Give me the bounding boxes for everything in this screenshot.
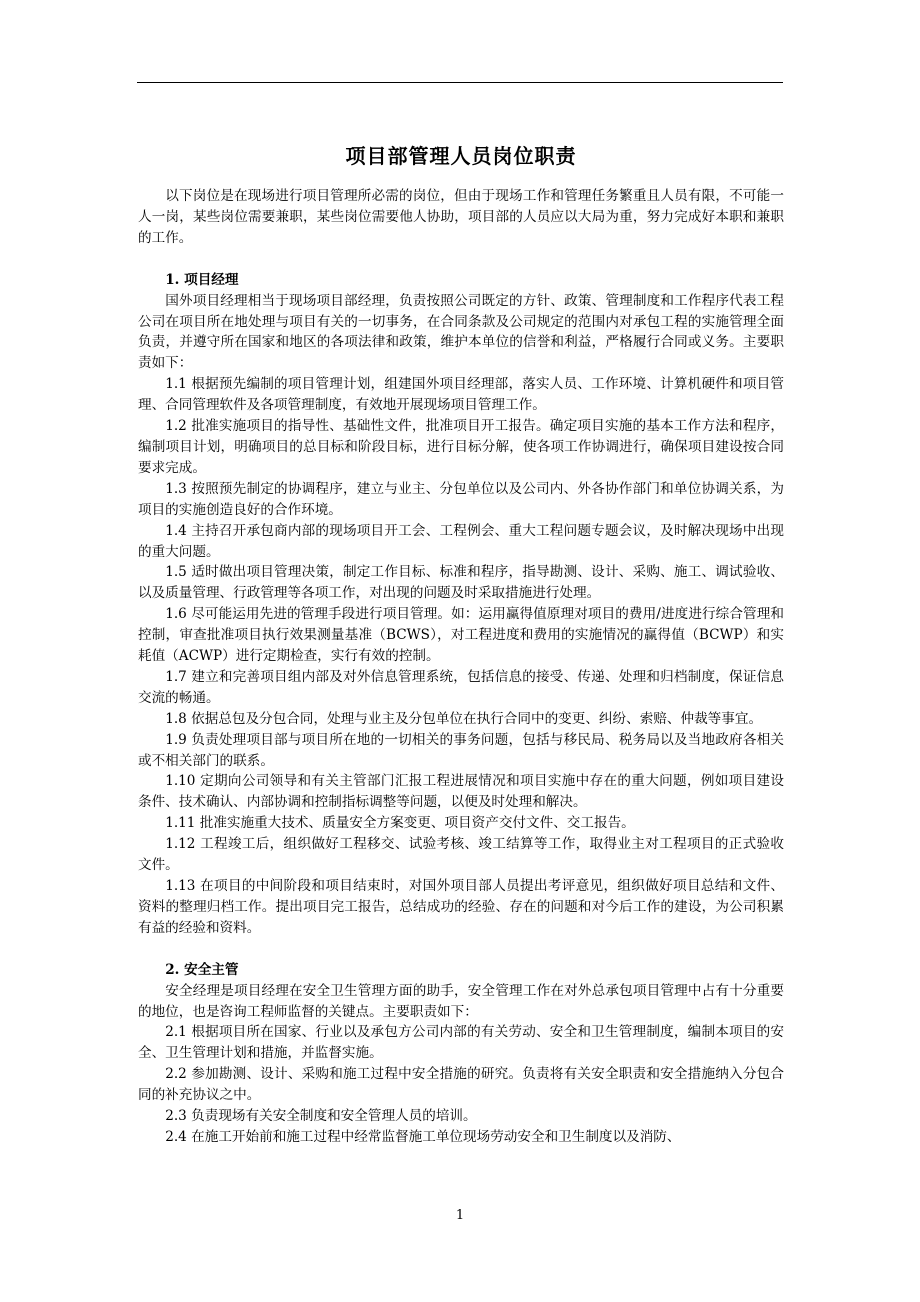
section-project-manager	[138, 270, 784, 939]
paragraph: 2.1 根据项目所在国家、行业以及承包方公司内部的有关劳动、安全和卫生管理制度，编制本项目的安全、卫生管理计划和措施，并监督实施。	[138, 1024, 784, 1062]
section-heading: 1. 项目经理	[165, 271, 239, 288]
paragraph: 1.6 尽可能运用先进的管理手段进行项目管理。如：运用赢得值原理对项目的费用/进度进行综合管理和控制，审查批准项目执行效果测量基准（BCWS），对工程进度和费用的实施情况的赢得值（BCWP）和实耗值（ACWP）进行定期检查，实行有效的控制。	[138, 606, 784, 665]
paragraph: 1.3 按照预先制定的协调程序，建立与业主、分包单位以及公司内、外各协作部门和单位协调关系，为项目的实施创造良好的合作环境。	[138, 480, 784, 518]
paragraph: 2.3 负责现场有关安全制度和安全管理人员的培训。	[165, 1108, 477, 1125]
section-heading: 2. 安全主管	[165, 961, 239, 978]
section-safety-manager	[138, 960, 784, 1148]
paragraph: 1.4 主持召开承包商内部的现场项目开工会、工程例会、重大工程问题专题会议，及时解决现场中出现的重大问题。	[138, 522, 784, 560]
paragraph: 1.9 负责处理项目部与项目所在地的一切相关的事务问题，包括与移民局、税务局以及当地政府各相关或不相关部门的联系。	[138, 731, 784, 769]
paragraph: 1.8 依据总包及分包合同，处理与业主及分包单位在执行合同中的变更、纠纷、索赔、仲裁等事宜。	[165, 710, 763, 727]
paragraph: 1.1 根据预先编制的项目管理计划，组建国外项目经理部，落实人员、工作环境、计算机硬件和项目管理、合同管理软件及各项管理制度，有效地开展现场项目管理工作。	[138, 376, 784, 414]
paragraph: 1.7 建立和完善项目组内部及对外信息管理系统，包括信息的接受、传递、处理和归档制度，保证信息交流的畅通。	[138, 668, 784, 706]
page-title: 项目部管理人员岗位职责	[345, 144, 577, 168]
paragraph: 1.11 批准实施重大技术、质量安全方案变更、项目资产交付文件、交工报告。	[165, 815, 635, 832]
paragraph: 1.10 定期向公司领导和有关主管部门汇报工程进展情况和项目实施中存在的重大问题，例如项目建设条件、技术确认、内部协调和控制指标调整等问题，以便及时处理和解决。	[138, 773, 784, 811]
section-gap	[138, 939, 784, 960]
paragraph: 1.5 适时做出项目管理决策，制定工作目标、标准和程序，指导勘测、设计、采购、施工、调试验收、以及质量管理、行政管理等各项工作，对出现的问题及时采取措施进行处理。	[138, 564, 784, 602]
paragraph: 安全经理是项目经理在安全卫生管理方面的助手，安全管理工作在对外总承包项目管理中占有十分重要的地位，也是咨询工程师监督的关键点。主要职责如下：	[138, 982, 784, 1020]
paragraph: 2.2 参加勘测、设计、采购和施工过程中安全措施的研究。负责将有关安全职责和安全措施纳入分包合同的补充协议之中。	[138, 1066, 784, 1104]
header-rule	[137, 82, 783, 83]
paragraph: 国外项目经理相当于现场项目部经理，负责按照公司既定的方针、政策、管理制度和工作程序代表工程公司在项目所在地处理与项目有关的一切事务，在合同条款及公司规定的范围内对承包工程的实施管理全面负责，并遵守所在国家和地区的各项法律和政策，维护本单位的信誉和利益，严格履行合同或义务。主要职责如下：	[138, 292, 784, 372]
section-gap	[138, 249, 784, 270]
intro-paragraph: 以下岗位是在现场进行项目管理所必需的岗位，但由于现场工作和管理任务繁重且人员有限，不可能一人一岗，某些岗位需要兼职，某些岗位需要他人协助，项目部的人员应以大局为重，努力完成好本职和兼职的工作。	[138, 188, 784, 246]
paragraph: 2.4 在施工开始前和施工过程中经常监督施工单位现场劳动安全和卫生制度以及消防、	[165, 1128, 681, 1145]
paragraph: 1.12 工程竣工后，组织做好工程移交、试验考核、竣工结算等工作，取得业主对工程项目的正式验收文件。	[138, 836, 784, 874]
paragraph: 1.2 批准实施项目的指导性、基础性文件，批准项目开工报告。确定项目实施的基本工作方法和程序，编制项目计划，明确项目的总目标和阶段目标，进行目标分解，使各项工作协调进行，确保项目建设按合同要求完成。	[138, 418, 784, 476]
document-body	[138, 142, 784, 1148]
paragraph: 1.13 在项目的中间阶段和项目结束时，对国外项目部人员提出考评意见，组织做好项目总结和文件、资料的整理归档工作。提出项目完工报告，总结成功的经验、存在的问题和对今后工作的建设，为公司积累有益的经验和资料。	[138, 878, 784, 936]
page-number: 1	[455, 1208, 465, 1223]
